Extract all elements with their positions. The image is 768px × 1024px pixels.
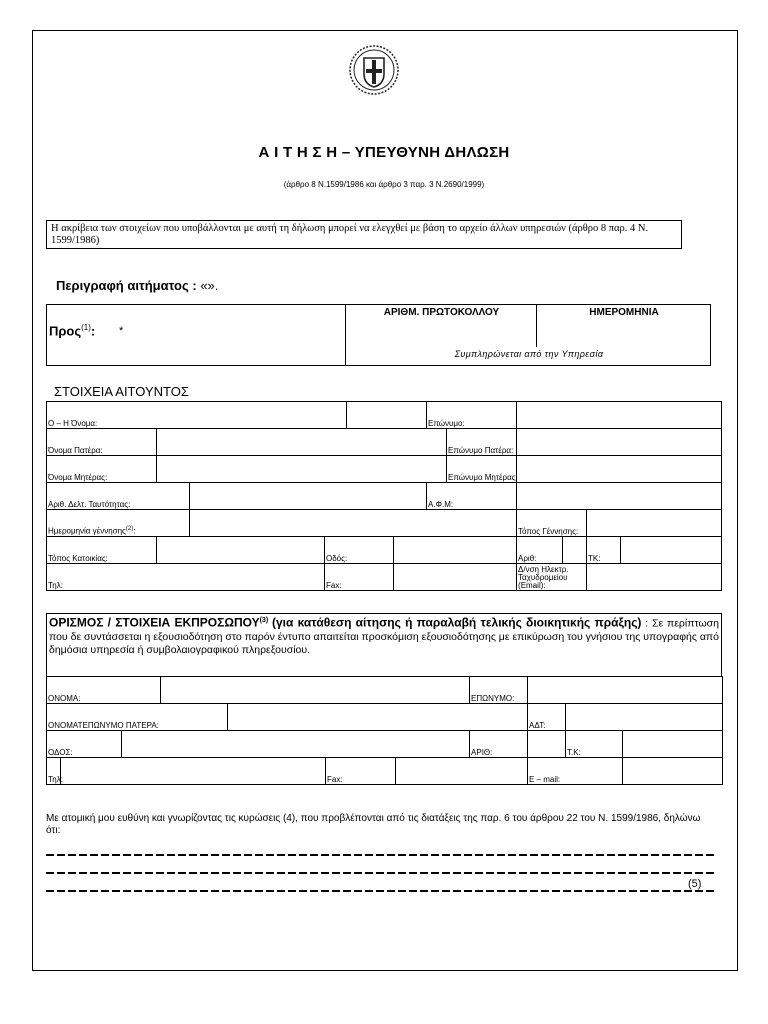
rep-number-field[interactable] — [528, 731, 566, 758]
rep-street-field[interactable] — [122, 731, 470, 758]
rep-email-label: Ε – mail: — [528, 758, 623, 785]
afm-label: Α.Φ.Μ: — [427, 483, 517, 510]
mother-name-label: Όνομα Μητέρας: — [47, 456, 157, 483]
birth-place-field[interactable] — [587, 510, 722, 537]
email-field[interactable] — [587, 564, 722, 591]
declaration-line-3[interactable] — [46, 890, 714, 892]
to-label: Προς$^{(1)}$: — [49, 323, 96, 339]
birth-date-label: Ημερομηνία γέννησης$^{(2)}$: — [47, 510, 190, 537]
filled-by-service-note: Συμπληρώνεται από την Υπηρεσία — [454, 349, 604, 359]
declaration-footnote: (5) — [688, 878, 702, 890]
number-label: Αριθ: — [517, 537, 563, 564]
mother-surname-field[interactable] — [517, 456, 722, 483]
rep-name-label: ΟΝΟΜΑ: — [47, 677, 161, 704]
greek-coat-of-arms-icon — [348, 44, 400, 96]
postcode-label: ΤΚ: — [587, 537, 621, 564]
email-label: Δ/νση Ηλεκτρ. Ταχυδρομείου (Email): — [517, 564, 587, 591]
representative-heading-tail: (για κατάθεση αίτησης ή παραλαβή τελικής διοικητικής πράξης) — [272, 615, 642, 630]
fax-label: Fax: — [325, 564, 394, 591]
rep-street-label: ΟΔΟΣ: — [47, 731, 122, 758]
to-value[interactable]: * — [119, 325, 124, 337]
declaration-line-2[interactable] — [46, 872, 714, 874]
residence-field[interactable] — [157, 537, 325, 564]
first-name-label: Ο – Η Όνομα: — [47, 402, 347, 429]
rep-adt-label: ΑΔΤ: — [528, 704, 566, 731]
mother-name-field[interactable] — [157, 456, 447, 483]
representative-note: : Σε περίπτωση που δε συντάσσεται η εξουσιοδότηση στο παρόν έντυπο απαιτείται προσκόμιση εξουσιοδότησης με επικύρωση του γνήσιου της υπογραφής από δημόσια υπηρεσία ή συμβολαιογραφικού πληρεξουσίου. — [49, 617, 719, 656]
id-number-label: Αριθ. Δελτ. Ταυτότητας: — [47, 483, 190, 510]
first-name-field[interactable] — [347, 402, 427, 429]
rep-fax-field[interactable] — [396, 758, 528, 785]
rep-surname-field[interactable] — [528, 677, 723, 704]
number-field[interactable] — [563, 537, 587, 564]
rep-father-field[interactable] — [228, 704, 528, 731]
father-name-label: Όνομα Πατέρα: — [47, 429, 157, 456]
rep-postcode-label: Τ.Κ: — [566, 731, 623, 758]
rep-name-field[interactable] — [161, 677, 470, 704]
protocol-date-header: ΗΜΕΡΟΜΗΝΙΑ — [589, 307, 659, 318]
birth-date-field[interactable] — [190, 510, 517, 537]
form-title: Α Ι Τ Η Σ Η – ΥΠΕΥΘΥΝΗ ΔΗΛΩΣΗ — [258, 144, 510, 161]
residence-label: Τόπος Κατοικίας: — [47, 537, 157, 564]
protocol-number-header: ΑΡΙΘΜ. ΠΡΩΤΟΚΟΛΛΟΥ — [383, 307, 500, 318]
id-number-field[interactable] — [190, 483, 427, 510]
accuracy-note: Η ακρίβεια των στοιχείων που υποβάλλονται με αυτή τη δήλωση μπορεί να ελεγχθεί με βάση το αρχείο άλλων υπηρεσιών (άρθρο 8 παρ. 4 Ν. 1599/1986) — [46, 220, 682, 249]
representative-heading: ΟΡΙΣΜΟΣ / ΣΤΟΙΧΕΙΑ ΕΚΠΡΟΣΩΠΟΥ — [49, 615, 260, 630]
rep-father-label: ΟΝΟΜΑΤΕΠΩΝΥΜΟ ΠΑΤΕΡΑ: — [47, 704, 228, 731]
declaration-text: Με ατομική μου ευθύνη και γνωρίζοντας τις κυρώσεις (4), που προβλέπονται από τις διατάξεις της παρ. 6 του άρθρου 22 του Ν. 1599/1986, δηλώνω ότι: — [46, 813, 701, 836]
request-description-label: Περιγραφή αιτήματος : — [56, 278, 197, 293]
surname-label: Επώνυμο: — [427, 402, 517, 429]
declaration-line-1[interactable] — [46, 854, 714, 856]
protocol-box — [46, 304, 711, 366]
form-subtitle: (άρθρο 8 Ν.1599/1986 και άρθρο 3 παρ. 3 Ν.2690/1999) — [283, 180, 485, 189]
fax-field[interactable] — [394, 564, 517, 591]
rep-adt-field[interactable] — [566, 704, 723, 731]
rep-fax-label: Fax: — [326, 758, 396, 785]
postcode-field[interactable] — [621, 537, 722, 564]
representative-section: ΟΡΙΣΜΟΣ / ΣΤΟΙΧΕΙΑ ΕΚΠΡΟΣΩΠΟΥ$^{(3)}$ (για κατάθεση αίτησης ή παραλαβή τελικής διοικητικής πράξης) : Σε περίπτωση που δε συντάσσεται η εξουσιοδότηση στο παρόν έντυπο απαιτείται προσκόμιση εξουσιοδότησης με επικύρωση του γνήσιου της υπογραφής από δημόσια υπηρεσία ή συμβολαιογραφικού πληρεξουσίου. — [46, 613, 722, 677]
rep-postcode-field[interactable] — [623, 731, 723, 758]
representative-table — [46, 676, 723, 785]
surname-field[interactable] — [517, 402, 722, 429]
rep-phone-field[interactable] — [61, 758, 326, 785]
father-surname-label: Επώνυμο Πατέρα: — [447, 429, 517, 456]
applicant-section-heading: ΣΤΟΙΧΕΙΑ ΑΙΤΟΥΝΤΟΣ — [54, 384, 189, 399]
street-label: Οδός: — [325, 537, 394, 564]
request-description-value[interactable]: «». — [200, 278, 219, 293]
rep-email-field[interactable] — [623, 758, 723, 785]
rep-surname-label: ΕΠΩΝΥΜΟ: — [470, 677, 528, 704]
rep-phone-label: Τηλ: — [47, 758, 61, 785]
rep-number-label: ΑΡΙΘ: — [470, 731, 528, 758]
afm-field[interactable] — [517, 483, 722, 510]
father-name-field[interactable] — [157, 429, 447, 456]
father-surname-field[interactable] — [517, 429, 722, 456]
mother-surname-label: Επώνυμο Μητέρας: — [447, 456, 517, 483]
phone-label: Τηλ: — [47, 564, 325, 591]
applicant-table — [46, 401, 722, 591]
request-description — [56, 278, 218, 293]
birth-place-label: Τόπος Γέννησης: — [517, 510, 587, 537]
street-field[interactable] — [394, 537, 517, 564]
